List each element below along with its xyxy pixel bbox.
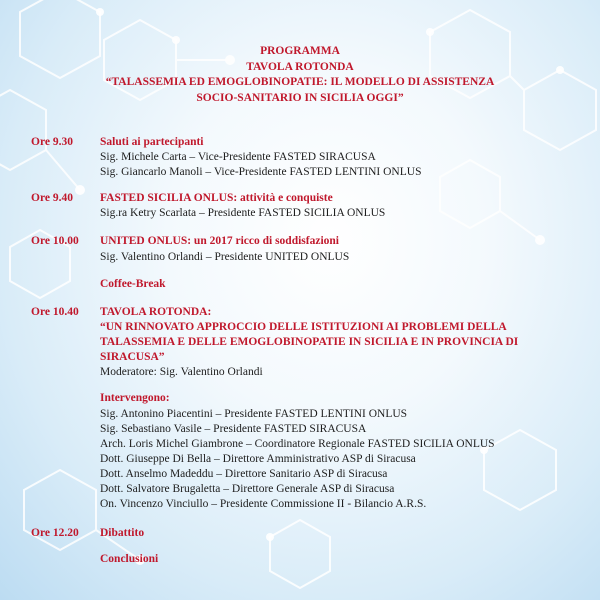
coffee-break: Coffee-Break bbox=[100, 278, 166, 290]
time-label: Ore 10.40 bbox=[31, 306, 79, 318]
speaker-line: Sig. Valentino Orlandi – Presidente UNITED ONLUS bbox=[100, 251, 350, 263]
time-label: Ore 9.40 bbox=[31, 192, 73, 204]
header-line-title-2: SOCIO-SANITARIO IN SICILIA OGGI” bbox=[196, 91, 404, 104]
header-line-title-1: “TALASSEMIA ED EMOGLOBINOPATIE: IL MODELLO DI ASSISTENZA bbox=[105, 76, 495, 88]
speaker-line: Sig. Sebastiano Vasile – Presidente FASTED SIRACUSA bbox=[100, 423, 367, 435]
speakers-heading: Intervengono: bbox=[100, 392, 170, 404]
speaker-line: Dott. Anselmo Madeddu – Direttore Sanitario ASP di Siracusa bbox=[100, 468, 388, 480]
session-title: FASTED SICILIA ONLUS: attività e conquiste bbox=[100, 192, 333, 204]
tavola-subtitle-line: “UN RINNOVATO APPROCCIO DELLE ISTITUZIONI AI PROBLEMI DELLA bbox=[100, 321, 507, 333]
speaker-line: Sig. Antonino Piacentini – Presidente FASTED LENTINI ONLUS bbox=[100, 408, 408, 420]
program-header bbox=[0, 44, 600, 106]
time-label: Ore 9.30 bbox=[31, 136, 73, 148]
speaker-line: Sig.ra Ketry Scarlata – Presidente FASTED SICILIA ONLUS bbox=[100, 207, 386, 219]
time-label: Ore 12.20 bbox=[31, 527, 79, 539]
speaker-line: On. Vincenzo Vinciullo – Presidente Commissione II - Bilancio A.R.S. bbox=[100, 498, 427, 510]
speaker-line: Arch. Loris Michel Giambrone – Coordinatore Regionale FASTED SICILIA ONLUS bbox=[100, 438, 495, 450]
session-title: UNITED ONLUS: un 2017 ricco di soddisfazioni bbox=[100, 235, 339, 247]
time-label: Ore 10.00 bbox=[31, 235, 79, 247]
moderator-line: Moderatore: Sig. Valentino Orlandi bbox=[100, 366, 263, 378]
session-title: TAVOLA ROTONDA: bbox=[100, 306, 212, 318]
session-title: Saluti ai partecipanti bbox=[100, 136, 204, 148]
header-line-tavola: TAVOLA ROTONDA bbox=[246, 60, 354, 73]
header-line-programma: PROGRAMMA bbox=[260, 45, 340, 57]
conclusioni-label: Conclusioni bbox=[100, 553, 159, 565]
speaker-line: Dott. Salvatore Brugaletta – Direttore Generale ASP di Siracusa bbox=[100, 483, 395, 495]
tavola-subtitle-line: TALASSEMIA E DELLE EMOGLOBINOPATIE IN SICILIA E IN PROVINCIA DI bbox=[100, 336, 519, 348]
speaker-line: Sig. Michele Carta – Vice-Presidente FASTED SIRACUSA bbox=[100, 151, 376, 163]
session-title: Dibattito bbox=[100, 527, 145, 539]
speaker-line: Sig. Giancarlo Manoli – Vice-Presidente FASTED LENTINI ONLUS bbox=[100, 166, 422, 178]
tavola-subtitle-line: SIRACUSA” bbox=[100, 351, 165, 363]
speaker-line: Dott. Giuseppe Di Bella – Direttore Amministrativo ASP di Siracusa bbox=[100, 453, 416, 465]
